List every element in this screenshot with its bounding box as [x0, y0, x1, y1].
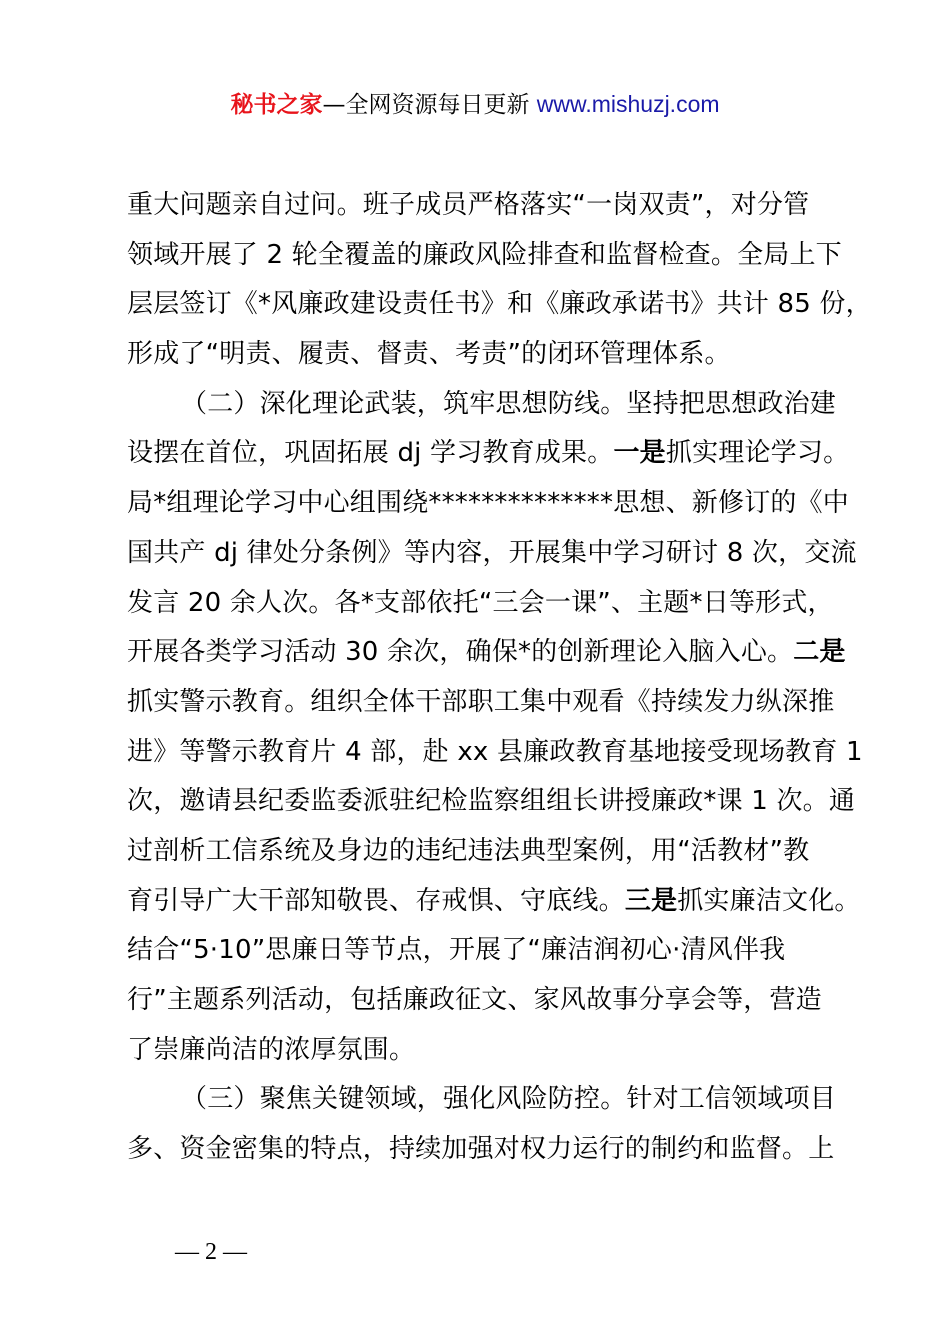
text-line: 层层签订《*风廉政建设责任书》和《廉政承诺书》共计 85 份， — [127, 289, 872, 320]
text-line: 次，邀请县纪委监委派驻纪检监察组组长讲授廉政*课 1 次。通 — [127, 786, 856, 817]
bold-marker-first: 一是 — [613, 438, 666, 469]
text-line: 抓实警示教育。组织全体干部职工集中观看《持续发力纵深推 — [127, 686, 835, 717]
text-line — [127, 628, 846, 678]
page-number: — 2 — — [175, 1239, 247, 1265]
site-brand: 秘书之家 — [230, 92, 323, 118]
text-line: 了崇廉尚洁的浓厚氛围。 — [127, 1034, 416, 1065]
document-body — [127, 181, 872, 1175]
text-line: 发言 20 余人次。各*支部依托“三会一课”、主题*日等形式， — [127, 587, 834, 618]
text-segment: 抓实廉洁文化。 — [677, 885, 861, 916]
text-segment: 开展各类学习活动 30 余次，确保*的创新理论入脑入心。 — [127, 637, 794, 668]
section-heading-3: （三）聚焦关键领域，强化风险防控。针对工信领域项目 — [181, 1084, 837, 1115]
text-segment: 抓实理论学习。 — [665, 438, 850, 469]
section-heading-2: （二）深化理论武装，筑牢思想防线。坚持把思想政治建 — [181, 388, 837, 419]
text-segment: 设摆在首位，巩固拓展 dj 学习教育成果。 — [127, 438, 614, 469]
text-line: 国共产 dj 律处分条例》等内容，开展集中学习研讨 8 次，交流 — [127, 537, 857, 568]
site-tagline: —全网资源每日更新 — [322, 92, 537, 118]
text-line: 进》等警示教育片 4 部，赴 xx 县廉政教育基地接受现场教育 1 — [127, 736, 863, 767]
text-segment: 育引导广大干部知敬畏、存戒惧、守底线。 — [127, 885, 625, 916]
text-line — [127, 877, 861, 927]
text-line: 过剖析工信系统及身边的违纪违法典型案例，用“活教材”教 — [127, 835, 810, 866]
text-line: 领域开展了 2 轮全覆盖的廉政风险排查和监督检查。全局上下 — [127, 239, 842, 270]
text-line: 形成了“明责、履责、督责、考责”的闭环管理体系。 — [127, 339, 731, 370]
text-line: 局*组理论学习中心组围绕**************思想、新修订的《中 — [127, 488, 850, 519]
text-line: 重大问题亲自过问。班子成员严格落实“一岗双责”，对分管 — [127, 190, 810, 220]
site-header — [0, 88, 950, 121]
text-line: 多、资金密集的特点，持续加强对权力运行的制约和监督。上 — [127, 1134, 835, 1165]
text-line: 行”主题系列活动，包括廉政征文、家风故事分享会等，营造 — [127, 985, 822, 1015]
bold-marker-third: 三是 — [624, 885, 678, 916]
site-url-link[interactable]: www.mishuzj.com — [536, 91, 720, 117]
text-line — [127, 429, 850, 479]
bold-marker-second: 二是 — [793, 637, 846, 668]
text-line: 结合“5·10”思廉日等节点，开展了“廉洁润初心·清风伴我 — [127, 935, 786, 966]
